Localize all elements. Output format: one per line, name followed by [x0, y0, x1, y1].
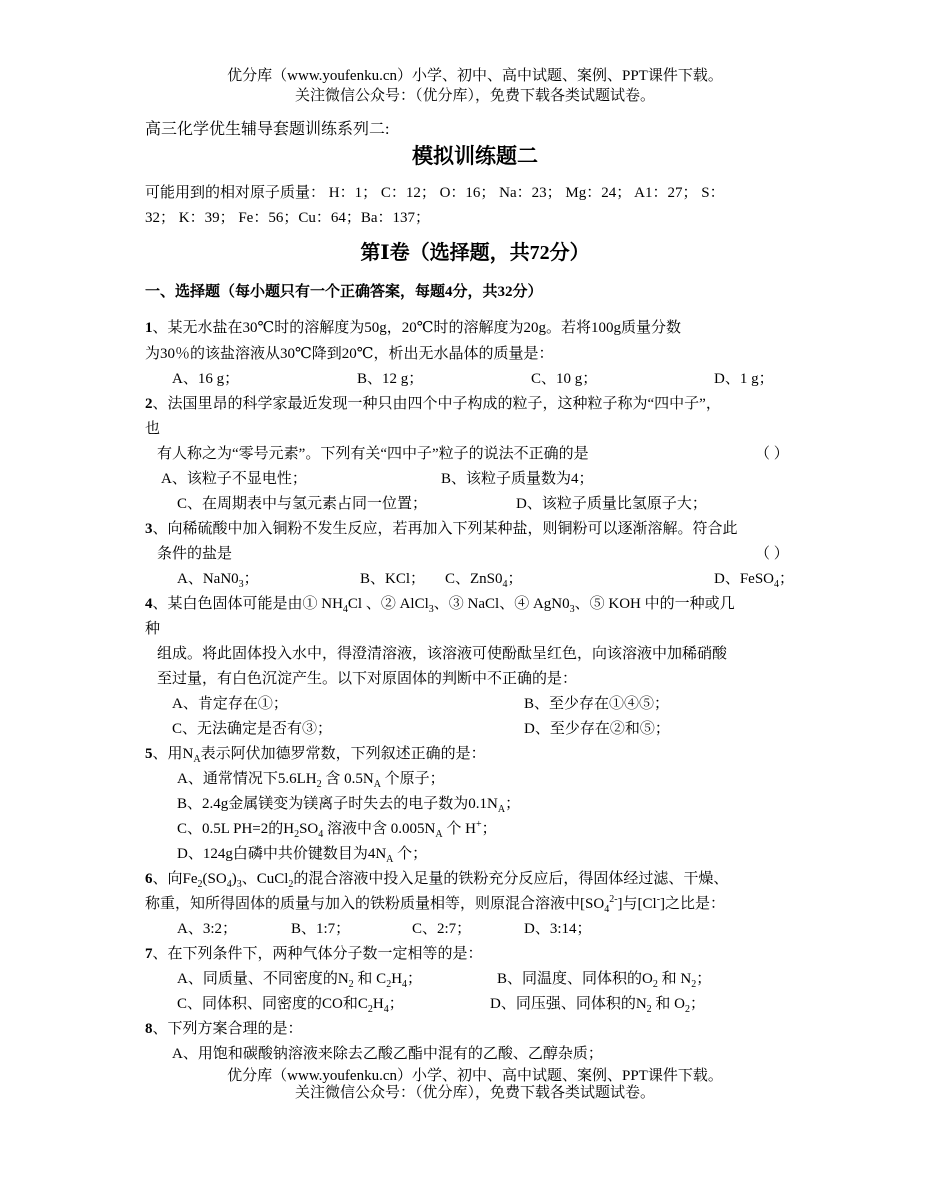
q2-option-d: D、该粒子质量比氢原子大；	[516, 496, 707, 512]
q4-option-d: D、至少存在②和⑤；	[524, 721, 670, 737]
q1-option-d: D、1 g；	[714, 371, 774, 387]
question-3-line-2: 条件的盐是	[157, 546, 233, 562]
footer-line-1: 优分库（www.youfenku.cn）小学、初中、高中试题、案例、PPT课件下载。	[227, 1068, 723, 1084]
atomic-masses-line-1: 可能用到的相对原子质量： H：1； C：12； O：16； Na：23； Mg：24； A1：27； S：	[145, 185, 725, 201]
q2-option-c: C、在周期表中与氢元素占同一位置；	[177, 496, 428, 512]
question-7-line-1: 7、在下列条件下，两种气体分子数一定相等的是：	[145, 946, 483, 962]
question-4-line-1: 4、某白色固体可能是由① $NH_4Cl$ 、② AlCl$_3$、③ NaCl、④ $AgN0_3$、⑤ KOH 中的一种或几	[145, 596, 735, 615]
q2-answer-paren: （ ）	[755, 446, 789, 462]
q6-option-b: B、1:7；	[291, 921, 351, 937]
question-8-line-1: 8、下列方案合理的是：	[145, 1021, 303, 1037]
q6-option-a: A、3:2；	[177, 921, 238, 937]
q7-option-c: C、同体积、同密度的CO和$C_2H_4$；	[177, 996, 404, 1015]
q1-option-b: B、12 g；	[357, 371, 424, 387]
question-3-line-1: 3、向稀硫酸中加入铜粉不发生反应，若再加入下列某种盐，则铜粉可以逐渐溶解。符合此	[145, 521, 738, 537]
question-4-line-2: 种	[145, 621, 161, 637]
q3-option-c: C、$ZnS0_4$；	[445, 571, 523, 590]
section-title: 第Ⅰ卷（选择题，共72分）	[360, 242, 590, 264]
q5-option-a: A、通常情况下$5.6LH_2$ 含 $0.5N_A$ 个原子；	[177, 771, 445, 790]
header-line-2: 关注微信公众号：（优分库），免费下载各类试题试卷。	[294, 88, 655, 104]
q6-option-d: D、3:14；	[524, 921, 592, 937]
question-5-line-1: 5、用$N_A$表示阿伏加德罗常数，下列叙述正确的是：	[145, 746, 486, 765]
atomic-masses-line-2: 32； K：39； Fe：56；Cu：64；Ba：137；	[145, 210, 431, 226]
q2-option-b: B、该粒子质量数为4；	[441, 471, 594, 487]
question-2-line-1: 2、法国里昂的科学家最近发现一种只由四个中子构成的粒子，这种粒子称为“四中子”，	[145, 396, 721, 412]
q1-option-a: A、16 g；	[172, 371, 240, 387]
question-4-line-3: 组成。将此固体投入水中，得澄清溶液，该溶液可使酚酞呈红色，向该溶液中加稀硝酸	[157, 646, 728, 662]
question-4-line-4: 至过量，有白色沉淀产生。以下对原固体的判断中不正确的是：	[157, 671, 578, 687]
q7-option-a: A、同质量、不同密度的$N_2$ 和 $C_2H_4$；	[177, 971, 423, 990]
q4-option-a: A、肯定存在①；	[172, 696, 288, 712]
q4-option-b: B、至少存在①④⑤；	[524, 696, 670, 712]
q3-answer-paren: （ ）	[755, 546, 789, 562]
q2-option-a: A、该粒子不显电性；	[161, 471, 307, 487]
q8-option-a: A、用饱和碳酸钠溶液来除去乙酸乙酯中混有的乙酸、乙醇杂质；	[172, 1046, 603, 1062]
q3-option-a: A、$NaN0_3$；	[177, 571, 259, 590]
q7-option-b: B、同温度、同体积的$O_2$ 和 $N_2$；	[497, 971, 712, 990]
q4-option-c: C、无法确定是否有③；	[172, 721, 333, 737]
part1-heading: 一、选择题（每小题只有一个正确答案，每题4分，共32分）	[145, 284, 543, 300]
question-6-line-2: 称重，知所得固体的质量与加入的铁粉质量相等，则原混合溶液中$[SO_4^{2-}]$与[Cl-]之比是：	[145, 894, 726, 915]
q5-option-b: B、2.4g金属镁变为镁离子时失去的电子数为$0.1N_A$；	[177, 796, 521, 815]
q1-option-c: C、10 g；	[531, 371, 598, 387]
q5-option-d: D、124g白磷中共价键数目为$4N_A$ 个；	[177, 846, 428, 865]
footer-line-2: 关注微信公众号：（优分库），免费下载各类试题试卷。	[294, 1085, 655, 1101]
q3-option-b: B、KCl；	[360, 571, 426, 587]
series-title: 高三化学优生辅导套题训练系列二:	[145, 121, 390, 138]
q6-option-c: C、2:7；	[412, 921, 472, 937]
q5-option-c: C、0.5L PH=2的$H_2SO_4$ 溶液中含 $0.005N_A$ 个 H+；	[177, 819, 497, 840]
question-2-line-2: 也	[145, 421, 161, 437]
question-1-line-1: 1、某无水盐在30℃时的溶解度为50g，20℃时的溶解度为20g。若将100g质量分数	[145, 320, 682, 336]
q3-option-d: D、FeSO$_4$；	[714, 571, 795, 590]
header-line-1: 优分库（www.youfenku.cn）小学、初中、高中试题、案例、PPT课件下载。	[227, 68, 723, 84]
question-1-line-2: 为30％的该盐溶液从30℃降到20℃，析出无水晶体的质量是：	[145, 346, 554, 362]
question-2-line-3: 有人称之为“零号元素”。下列有关“四中子”粒子的说法不正确的是	[157, 446, 589, 462]
question-6-line-1: 6、向$Fe_2(SO_4)_3$、CuCl$_2$的混合溶液中投入足量的铁粉充分反应后，得固体经过滤、干燥、	[145, 871, 729, 890]
main-title: 模拟训练题二	[412, 144, 538, 168]
q7-option-d: D、同压强、同体积的$N_2$ 和 $O_2$；	[490, 996, 706, 1015]
